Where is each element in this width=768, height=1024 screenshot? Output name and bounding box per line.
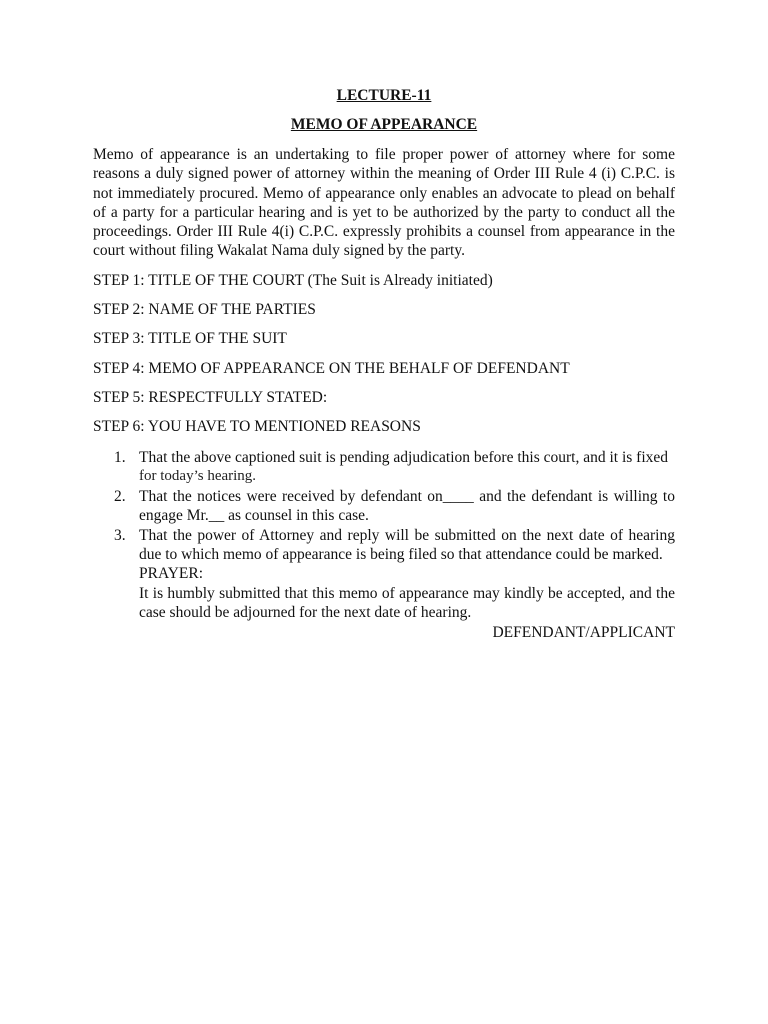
list-item xyxy=(93,526,675,565)
step-3: STEP 3: TITLE OF THE SUIT xyxy=(93,330,287,347)
prayer-text: It is humbly submitted that this memo of appearance may kindly be accepted, and the case should be adjourned for the next date of hearing. xyxy=(139,584,675,622)
step-5: STEP 5: RESPECTFULLY STATED: xyxy=(93,389,328,406)
list-item xyxy=(93,448,675,487)
prayer-heading: PRAYER: xyxy=(139,565,204,583)
reasons-list xyxy=(93,448,675,642)
list-item-number: 2. xyxy=(114,487,126,505)
lecture-heading: LECTURE-11 xyxy=(336,87,432,104)
step-4: STEP 4: MEMO OF APPEARANCE ON THE BEHALF OF DEFENDANT xyxy=(93,360,570,377)
list-item-text: That the notices were received by defendant on____ and the defendant is willing to engage Mr.__ as counsel in this case. xyxy=(139,487,675,525)
signature-line: DEFENDANT/APPLICANT xyxy=(492,623,675,641)
list-item-number: 3. xyxy=(114,526,126,544)
list-item-continuation: for today’s hearing. xyxy=(139,468,257,485)
step-2: STEP 2: NAME OF THE PARTIES xyxy=(93,301,316,318)
step-1: STEP 1: TITLE OF THE COURT (The Suit is Already initiated) xyxy=(93,272,493,289)
list-item-text: That the above captioned suit is pending adjudication before this court, and it is fixed xyxy=(139,449,669,466)
document-title: MEMO OF APPEARANCE xyxy=(290,116,478,133)
step-6: STEP 6: YOU HAVE TO MENTIONED REASONS xyxy=(93,418,421,435)
prayer-section xyxy=(93,564,675,642)
list-item-text: That the power of Attorney and reply will be submitted on the next date of hearing due to which memo of appearance is being filed so that attendance could be marked. xyxy=(139,526,675,564)
list-item-number: 1. xyxy=(114,449,126,466)
list-item xyxy=(93,487,675,526)
intro-paragraph: Memo of appearance is an undertaking to file proper power of attorney where for some reasons a duly signed power of attorney within the meaning of Order III Rule 4 (i) C.P.C. is not immediately procured. Memo of appearance only enables an advocate to plead on behalf of a party for a particular hearing and is yet to be authorized by the party to conduct all the proceedings. Order III Rule 4(i) C.P.C. expressly prohibits a counsel from appearance in the court without filing Wakalat Nama duly signed by the party. xyxy=(93,146,675,260)
